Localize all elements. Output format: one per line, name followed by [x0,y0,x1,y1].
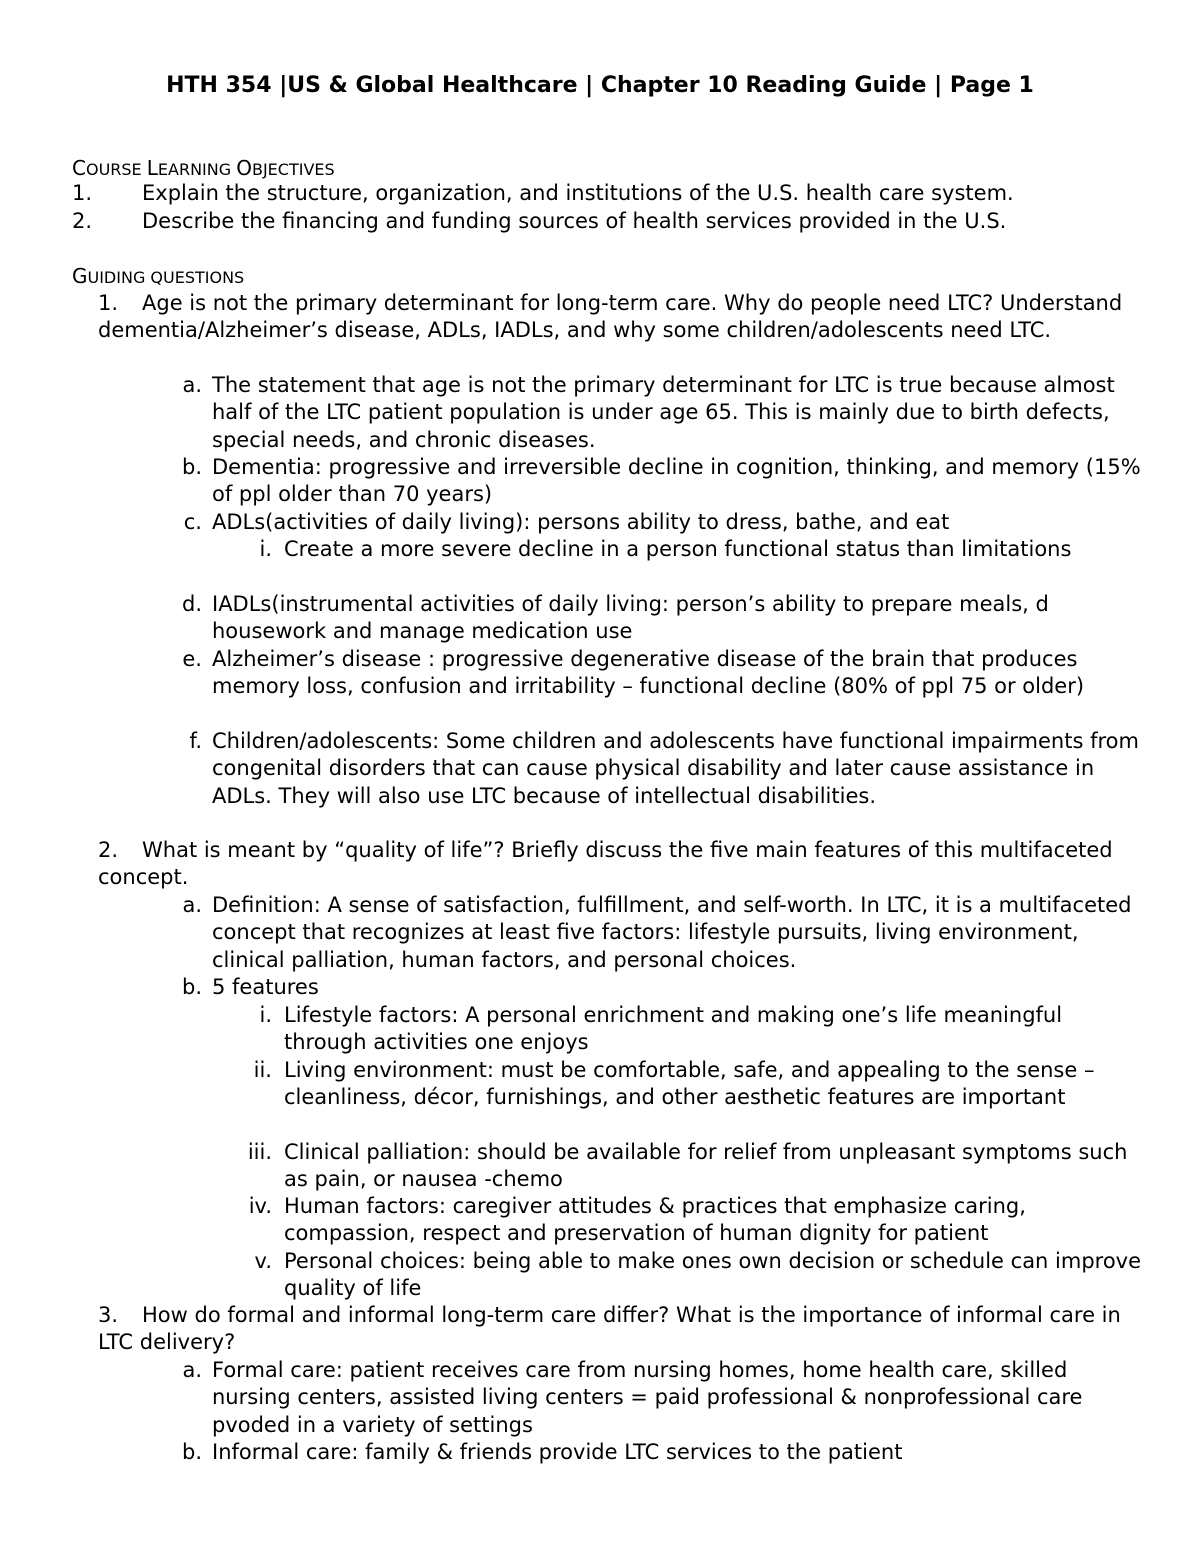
answer-subitem: i. Lifestyle factors: A personal enrichment and making one’s life meaningful through activities one enjoys [259,1003,1063,1055]
answer-item: e. Alzheimer’s disease : progressive degenerative disease of the brain that produces memory loss, confusion and irritability – functional decline (80% of ppl 75 or older) [182,647,1085,699]
answer-item: f. Children/adolescents: Some children and adolescents have functional impairments from congenital disorders that can cause physical disability and later cause assistance in ADLs. They will also use LTC because of intellectual disabilities. [189,729,1139,808]
answer-item: a. The statement that age is not the primary determinant for LTC is true because almost half of the LTC patient population is under age 65. This is mainly due to birth defects, special needs, and chronic diseases. [182,373,1115,452]
answer-subitem: ii. Living environment: must be comfortable, safe, and appealing to the sense – cleanliness, décor, furnishings, and other aesthetic features are important [253,1058,1095,1110]
answer-item: b. 5 features [181,975,319,999]
question-3: 3. How do formal and informal long-term care differ? What is the importance of informal care in LTC delivery? [98,1303,1121,1355]
question-1: 1. Age is not the primary determinant for long-term care. Why do people need LTC? Understand dementia/Alzheimer’s disease, ADLs, IADLs, and why some children/adolescents need LTC. [98,291,1123,343]
answer-item: c. ADLs(activities of daily living): persons ability to dress, bathe, and eat [183,510,950,534]
course-objectives-heading: COURSE LEARNING OBJECTIVES [72,156,335,180]
answer-subitem: v. Personal choices: being able to make ones own decision or schedule can improve quality of life [254,1249,1142,1301]
question-2: 2. What is meant by “quality of life”? Briefly discuss the five main features of this multifaceted concept. [98,838,1113,890]
page-header: HTH 354 |US & Global Healthcare | Chapter 10 Reading Guide | Page 1 [166,73,1034,98]
document-page: HTH 354 |US & Global Healthcare | Chapter 10 Reading Guide | Page 1 COURSE LEARNING OBJECTIVES 1. Explain the structure, organization, and institutions of the U.S. health care system. 2. Describe the financing and funding sources of health services provided in the U.S. GUIDING QUESTIONS 1. Age is not the primary determinant for long-term care. Why do people need LTC? Understand dementia/Alzheimer’s disease, ADLs, IADLs, and why some children/adolescents need LTC. a. The statement that age is not the primary determinant for LTC is true because almost half of the LTC patient population is under age 65. This is mainly due to birth defects, special needs, and chronic diseases. b. Dementia: progressive and irreversible decline in cognition, thinking, and memory (15% of ppl older than 70 years) c. ADLs(activities of daily living): persons ability to dress, bathe, and eat i. Create a more severe decline in a person functional status than limitations d. IADLs(instrumental activities of daily living: person’s ability to prepare meals, d housework and manage medication use e. Alzheimer’s disease : progressive degenerative disease of the brain that produces memory loss, confusion and irritability – functional decline (80% of ppl 75 or older) f. Children/adolescents: Some children and adolescents have functional impairments from congenital disorders that can cause physical disability and later cause assistance in ADLs. They will also use LTC because of intellectual disabilities. 2. What is meant by “quality of life”? Briefly discuss the five main features of this multifaceted concept. a. Definition: A sense of satisfaction, fulfillment, and self-worth. In LTC, it is a multifaceted concept that recognizes at least five factors: lifestyle pursuits, living environment, clinical palliation, human factors, and personal choices. b. 5 features i. Lifestyle factors: A personal enrichment and making one’s life meaningful through activities one enjoys ii. Living environment: must be comfortable, safe, and appealing to the sense – cleanliness, décor, furnishings, and other aesthetic features are important iii. Clinical palliation: should be available for relief from unpleasant symptoms such as pain, or nausea -chemo iv. Human factors: caregiver attitudes & practices that emphasize caring, compassion, respect and preservation of human dignity for patient v. Personal choices: being able to make ones own decision or schedule can improve quality of life 3. How do formal and informal long-term care differ? What is the importance of informal care in LTC delivery? a. Formal care: patient receives care from nursing homes, home health care, skilled nursing centers, assisted living centers = paid professional & nonprofessional care pvoded in a variety of settings b. Informal care: family & friends provide LTC services to the patient [0,0,1200,1553]
answer-subitem: iv. Human factors: caregiver attitudes & practices that emphasize caring, compassion, respect and preservation of human dignity for patient [248,1194,1026,1246]
answer-item: b. Dementia: progressive and irreversible decline in cognition, thinking, and memory (15% of ppl older than 70 years) [181,455,1141,507]
answer-item: a. Definition: A sense of satisfaction, fulfillment, and self-worth. In LTC, it is a multifaceted concept that recognizes at least five factors: lifestyle pursuits, living environment, clinical palliation, human factors, and personal choices. [182,893,1132,972]
answer-item: b. Informal care: family & friends provide LTC services to the patient [181,1440,903,1464]
answer-item: a. Formal care: patient receives care from nursing homes, home health care, skilled nursing centers, assisted living centers = paid professional & nonprofessional care pvoded in a variety of settings [182,1358,1083,1437]
answer-subitem: i. Create a more severe decline in a person functional status than limitations [259,537,1072,561]
answer-item: d. IADLs(instrumental activities of daily living: person’s ability to prepare meals, d housework and manage medication use [181,592,1049,644]
guiding-questions-heading: GUIDING QUESTIONS [72,264,245,288]
answer-subitem: iii. Clinical palliation: should be available for relief from unpleasant symptoms such as pain, or nausea -chemo [247,1140,1128,1192]
